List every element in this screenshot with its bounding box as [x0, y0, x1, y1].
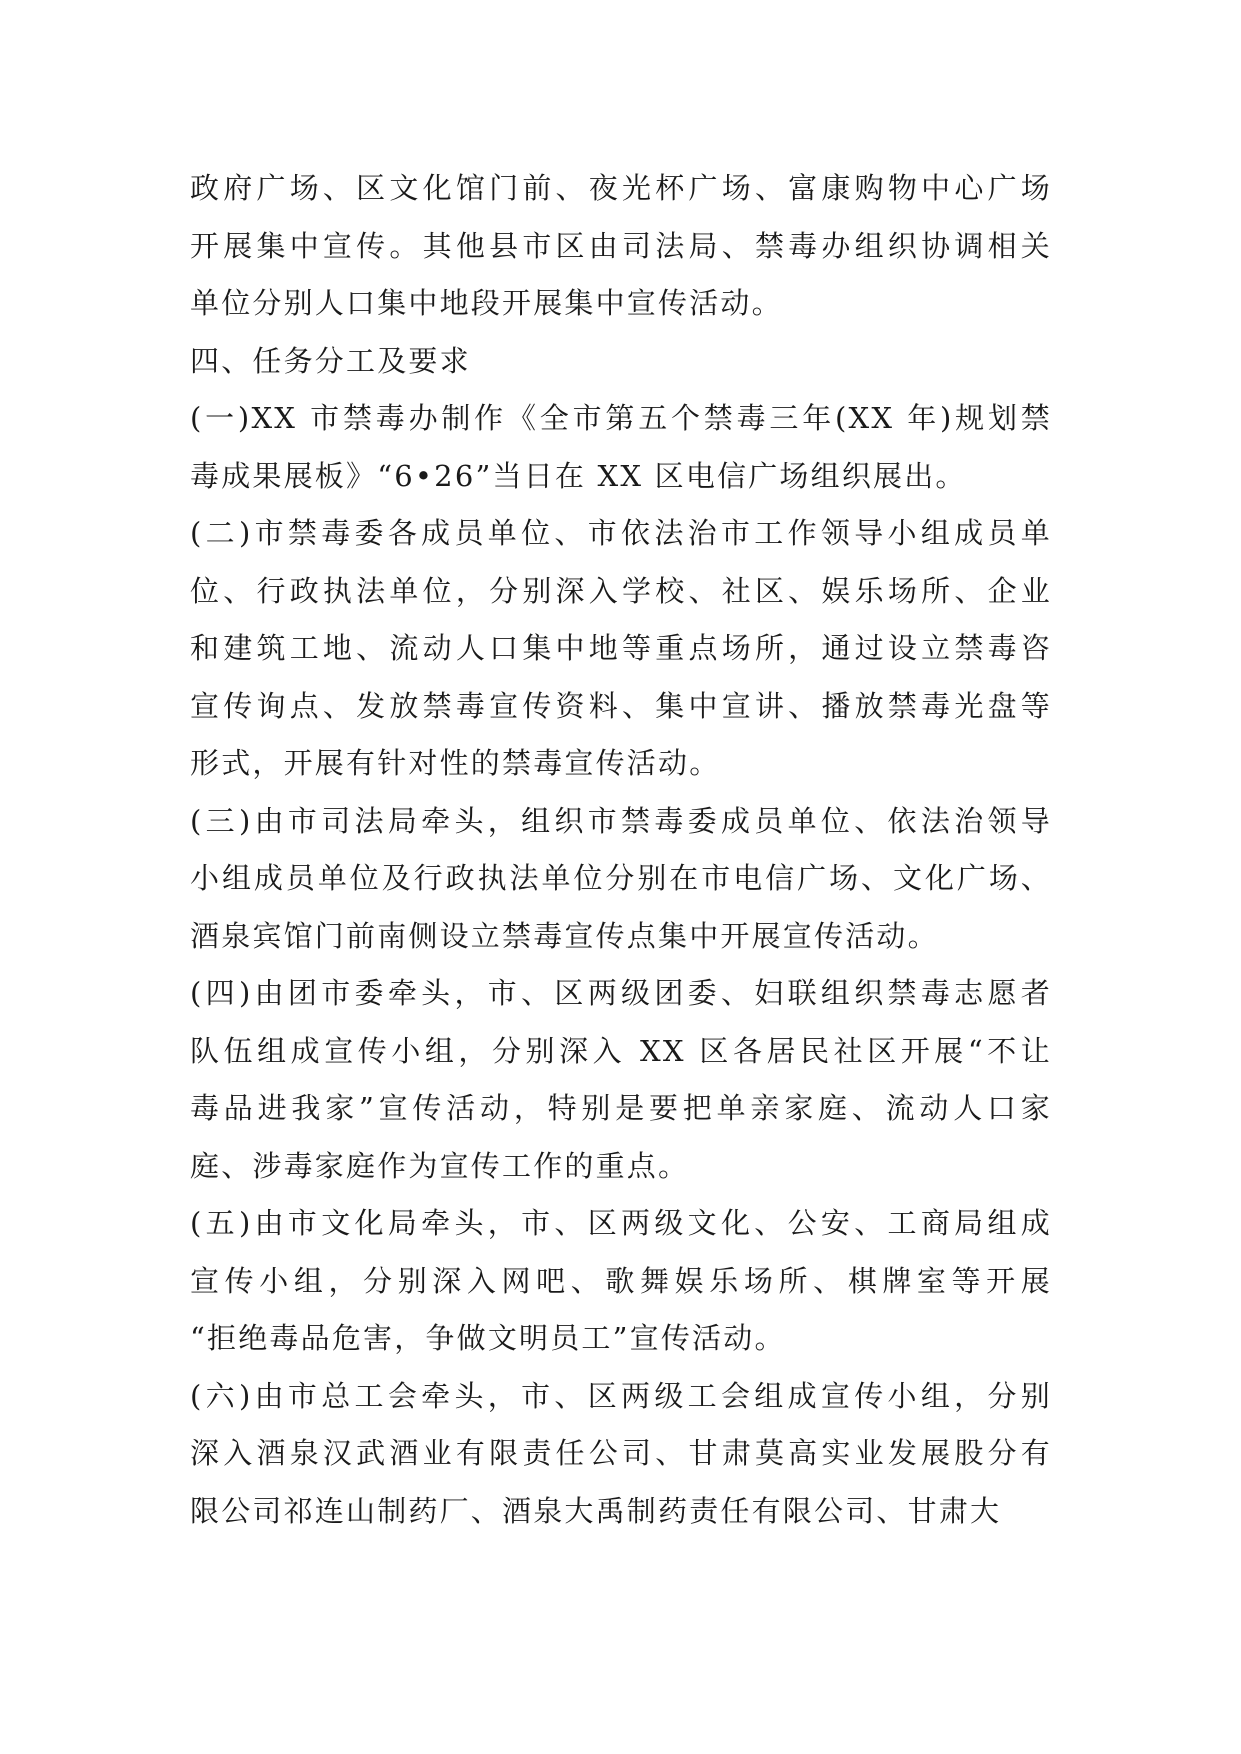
paragraph — [190, 505, 1052, 793]
text-line: 开展集中宣传。其他县市区由司法局、禁毒办组织协调相关 — [190, 228, 1052, 263]
text-line: 四、任务分工及要求 — [190, 343, 471, 378]
text-line: 庭、涉毒家庭作为宣传工作的重点。 — [190, 1148, 690, 1183]
text-line: (一)XX 市禁毒办制作《全市第五个禁毒三年(XX 年)规划禁 — [190, 401, 1052, 435]
paragraph — [190, 1195, 1052, 1368]
document-body — [190, 160, 1052, 1540]
paragraph — [190, 160, 1052, 333]
text-line: (六)由市总工会牵头，市、区两级工会组成宣传小组，分别 — [190, 1378, 1052, 1413]
text-line: (五)由市文化局牵头，市、区两级文化、公安、工商局组成 — [190, 1206, 1052, 1240]
paragraph — [190, 1368, 1052, 1541]
text-line: “拒绝毒品危害，争做文明员工”宣传活动。 — [190, 1321, 786, 1355]
paragraph — [190, 965, 1052, 1195]
text-line: 宣传小组，分别深入网吧、歌舞娱乐场所、棋牌室等开展 — [190, 1263, 1052, 1298]
text-line: 毒品进我家”宣传活动，特别是要把单亲家庭、流动人口家 — [190, 1091, 1052, 1125]
text-line: 小组成员单位及行政执法单位分别在市电信广场、文化广场、 — [190, 861, 1052, 895]
text-line: 政府广场、区文化馆门前、夜光杯广场、富康购物中心广场 — [190, 171, 1052, 205]
text-line: (三)由市司法局牵头，组织市禁毒委成员单位、依法治领导 — [190, 803, 1052, 838]
text-line: 宣传询点、发放禁毒宣传资料、集中宣讲、播放禁毒光盘等 — [190, 688, 1052, 723]
text-line: 限公司祁连山制药厂、酒泉大禹制药责任有限公司、甘肃大 — [190, 1493, 1002, 1528]
text-line: 队伍组成宣传小组，分别深入 XX 区各居民社区开展“不让 — [190, 1033, 1052, 1068]
paragraph — [190, 390, 1052, 505]
text-line: 毒成果展板》“6•26”当日在 XX 区电信广场组织展出。 — [190, 458, 967, 493]
text-line: 单位分别人口集中地段开展集中宣传活动。 — [190, 286, 783, 320]
text-line: (四)由团市委牵头，市、区两级团委、妇联组织禁毒志愿者 — [190, 976, 1052, 1010]
text-line: 酒泉宾馆门前南侧设立禁毒宣传点集中开展宣传活动。 — [190, 918, 939, 953]
text-line: 深入酒泉汉武酒业有限责任公司、甘肃莫高实业发展股分有 — [190, 1436, 1052, 1470]
text-line: 和建筑工地、流动人口集中地等重点场所，通过设立禁毒咨 — [190, 631, 1052, 665]
text-line: (二)市禁毒委各成员单位、市依法治市工作领导小组成员单 — [190, 516, 1052, 550]
paragraph — [190, 793, 1052, 966]
paragraph — [190, 333, 1052, 391]
text-line: 位、行政执法单位，分别深入学校、社区、娱乐场所、企业 — [190, 573, 1052, 608]
text-line: 形式，开展有针对性的禁毒宣传活动。 — [190, 746, 721, 780]
